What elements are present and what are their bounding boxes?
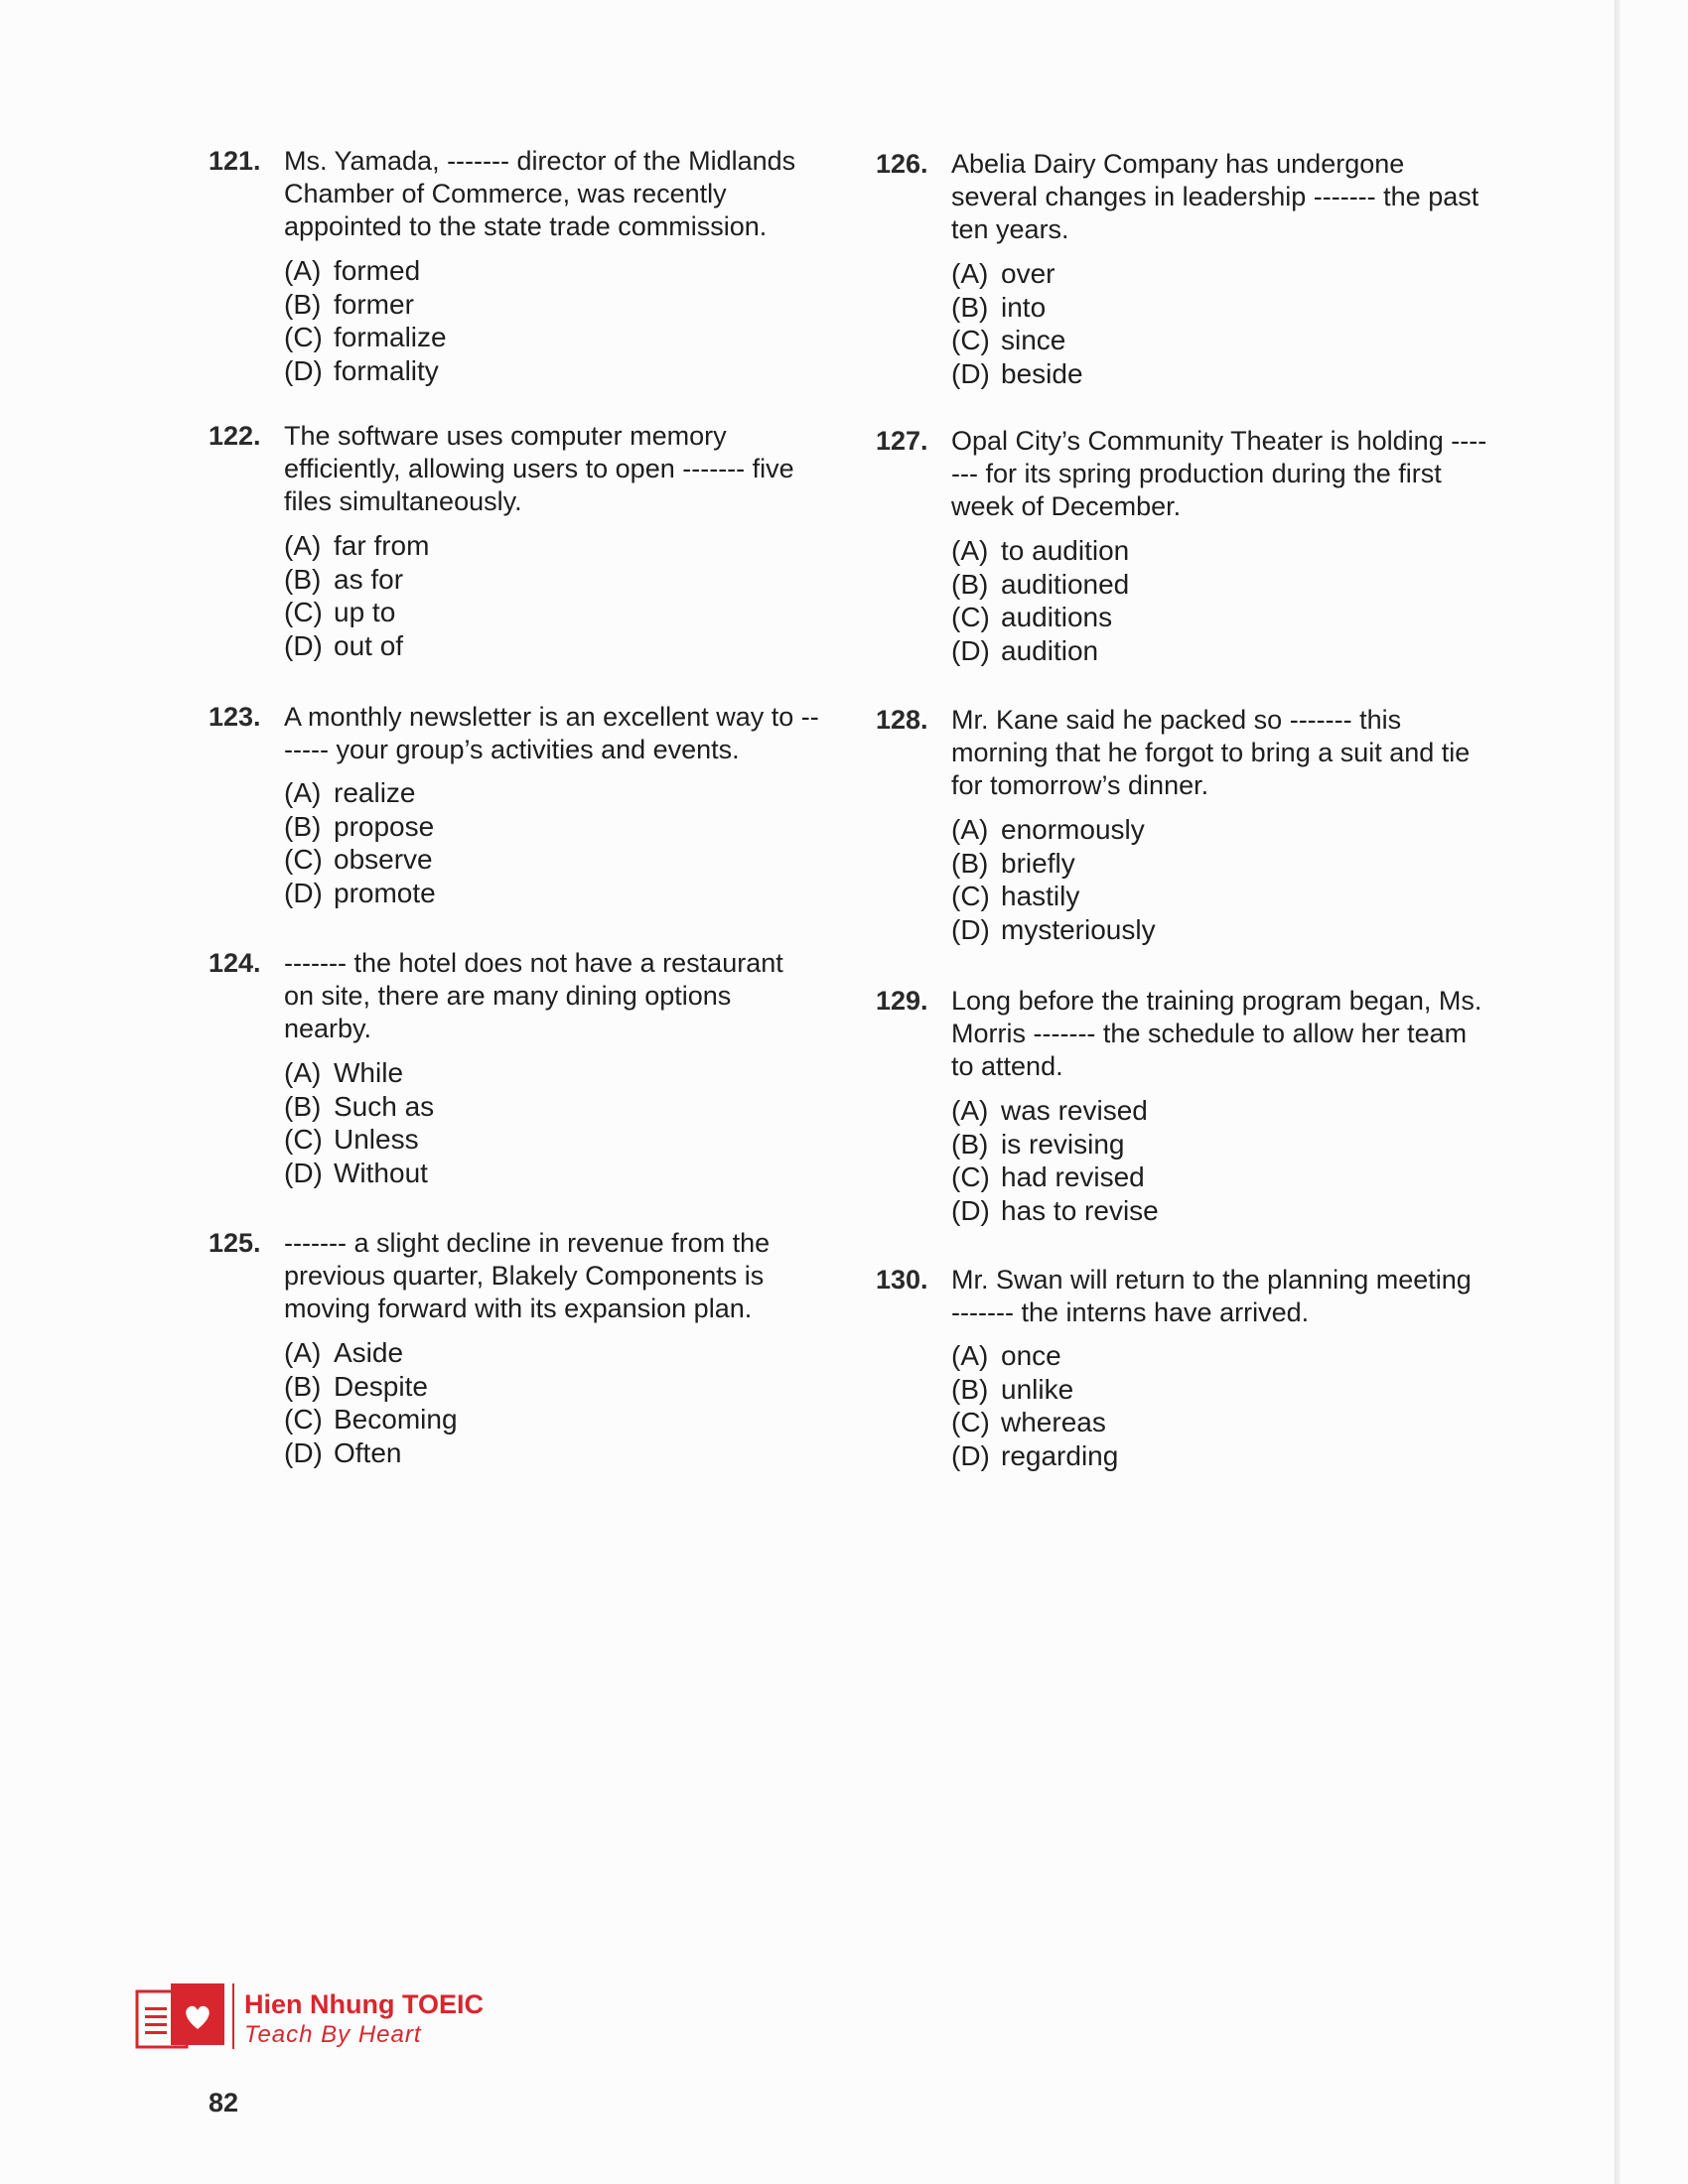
question-number: 121.: [209, 146, 261, 176]
question-stem: A monthly newsletter is an excellent way to ------- your group’s activities and events.: [284, 702, 819, 764]
option-letter: (A): [951, 535, 989, 566]
option-text: unlike: [1001, 1373, 1074, 1405]
answer-options: [951, 257, 1083, 390]
option-b[interactable]: [951, 847, 1156, 881]
option-a[interactable]: [284, 529, 429, 563]
option-letter: (C): [951, 1407, 990, 1437]
question-stem: ------- the hotel does not have a restaurant on site, there are many dining options nearby.: [284, 948, 783, 1043]
question-stem: Long before the training program began, Ms. Morris ------- the schedule to allow her team to attend.: [951, 986, 1482, 1081]
question-stem: Abelia Dairy Company has undergone several changes in leadership ------- the past ten years.: [951, 149, 1479, 244]
answer-options: [951, 813, 1156, 946]
option-c[interactable]: [951, 1160, 1159, 1194]
option-letter: (D): [951, 1439, 990, 1471]
option-text: up to: [334, 597, 396, 627]
option-d[interactable]: [951, 913, 1156, 947]
brand-tagline: Teach By Heart: [244, 2021, 422, 2048]
question-number: 124.: [209, 948, 261, 978]
option-b[interactable]: [951, 291, 1083, 325]
option-c[interactable]: [951, 1406, 1118, 1439]
question-number: 126.: [876, 149, 928, 179]
option-b[interactable]: [284, 810, 436, 844]
option-b[interactable]: [284, 1370, 458, 1404]
option-letter: (B): [284, 288, 322, 320]
option-letter: (B): [284, 1370, 322, 1402]
option-letter: (D): [284, 1157, 323, 1188]
option-letter: (B): [951, 1373, 989, 1405]
option-text: mysteriously: [1001, 913, 1156, 945]
option-letter: (C): [951, 881, 990, 911]
option-d[interactable]: [284, 354, 447, 388]
option-text: While: [334, 1057, 404, 1088]
option-letter: (A): [284, 255, 322, 286]
option-text: hastily: [1001, 881, 1080, 911]
option-letter: (B): [951, 1128, 989, 1160]
option-text: as for: [334, 563, 404, 595]
option-c[interactable]: [284, 843, 436, 877]
option-text: formalize: [334, 322, 447, 352]
question-number: 129.: [876, 986, 928, 1016]
option-text: is revising: [1001, 1128, 1125, 1160]
option-text: into: [1001, 291, 1047, 323]
option-a[interactable]: [951, 534, 1129, 568]
option-d[interactable]: [951, 1439, 1118, 1473]
option-a[interactable]: [284, 1056, 434, 1090]
option-c[interactable]: [284, 1403, 458, 1436]
option-letter: (A): [951, 1340, 989, 1371]
question-stem: Mr. Kane said he packed so ------- this morning that he forgot to bring a suit and tie for tomorrow’s dinner.: [951, 705, 1471, 800]
option-text: out of: [334, 629, 404, 661]
option-letter: (D): [951, 1194, 990, 1226]
option-a[interactable]: [951, 1339, 1118, 1373]
option-text: once: [1001, 1340, 1061, 1371]
option-b[interactable]: [951, 568, 1129, 602]
question-number: 127.: [876, 426, 928, 456]
option-text: Without: [334, 1157, 428, 1188]
option-d[interactable]: [951, 1194, 1159, 1228]
question-stem: Ms. Yamada, ------- director of the Midlands Chamber of Commerce, was recently appointed to the state trade commission.: [284, 146, 796, 241]
option-letter: (C): [951, 1161, 990, 1192]
option-letter: (D): [951, 634, 990, 666]
book-heart-icon: [135, 1981, 226, 2051]
option-text: Such as: [334, 1090, 435, 1122]
logo-divider: [232, 1983, 234, 2049]
question-stem: Mr. Swan will return to the planning meeting ------- the interns have arrived.: [951, 1265, 1472, 1327]
option-letter: (C): [284, 597, 323, 627]
option-text: briefly: [1001, 847, 1075, 879]
option-c[interactable]: [284, 1123, 434, 1157]
option-text: since: [1001, 325, 1066, 355]
option-text: over: [1001, 258, 1055, 289]
option-c[interactable]: [951, 601, 1129, 634]
option-text: beside: [1001, 357, 1083, 389]
option-letter: (A): [284, 530, 322, 561]
option-letter: (D): [951, 913, 990, 945]
option-text: Often: [334, 1436, 402, 1468]
option-text: realize: [334, 777, 416, 808]
option-text: formality: [334, 354, 439, 386]
option-letter: (C): [284, 1404, 323, 1434]
option-letter: (A): [284, 777, 322, 808]
option-c[interactable]: [284, 596, 429, 629]
option-letter: (A): [951, 1095, 989, 1126]
option-d[interactable]: [951, 357, 1083, 391]
option-text: Despite: [334, 1370, 428, 1402]
option-b[interactable]: [951, 1373, 1118, 1407]
question-stem: The software uses computer memory efficiently, allowing users to open ------- five files simultaneously.: [284, 421, 794, 516]
page-number: 82: [209, 2088, 239, 2117]
answer-options: [284, 776, 436, 909]
page-edge-shadow: [1615, 0, 1620, 2184]
option-d[interactable]: [284, 629, 429, 663]
question-number: 128.: [876, 705, 928, 735]
option-letter: (B): [284, 1090, 322, 1122]
option-a[interactable]: [284, 776, 436, 810]
option-c[interactable]: [951, 880, 1156, 913]
option-letter: (B): [284, 810, 322, 842]
question-number: 125.: [209, 1228, 261, 1258]
option-letter: (D): [284, 877, 323, 908]
option-a[interactable]: [951, 813, 1156, 847]
option-letter: (C): [284, 1124, 323, 1155]
option-text: former: [334, 288, 414, 320]
option-text: propose: [334, 810, 435, 842]
option-text: far from: [334, 530, 430, 561]
option-a[interactable]: [951, 1094, 1159, 1128]
question-number: 130.: [876, 1265, 928, 1295]
option-c[interactable]: [284, 321, 447, 354]
option-text: promote: [334, 877, 436, 908]
answer-options: [951, 534, 1129, 667]
option-letter: (A): [951, 814, 989, 845]
answer-options: [284, 254, 447, 387]
option-letter: (C): [951, 602, 990, 632]
option-a[interactable]: [284, 254, 447, 288]
answer-options: [284, 529, 429, 662]
option-letter: (B): [284, 563, 322, 595]
option-text: Becoming: [334, 1404, 458, 1434]
option-letter: (C): [284, 322, 323, 352]
answer-options: [284, 1056, 434, 1189]
option-b[interactable]: [284, 563, 429, 597]
option-letter: (A): [284, 1057, 322, 1088]
option-text: enormously: [1001, 814, 1145, 845]
option-a[interactable]: [951, 257, 1083, 291]
option-text: auditioned: [1001, 568, 1130, 600]
option-letter: (D): [284, 629, 323, 661]
option-text: Aside: [334, 1337, 404, 1368]
option-letter: (A): [951, 258, 989, 289]
option-text: has to revise: [1001, 1194, 1159, 1226]
answer-options: [951, 1339, 1118, 1472]
question-number: 123.: [209, 702, 261, 732]
option-text: Unless: [334, 1124, 419, 1155]
brand-name: Hien Nhung TOEIC: [244, 1989, 484, 2019]
option-b[interactable]: [284, 288, 447, 322]
question-stem: Opal City’s Community Theater is holding ------- for its spring production during the first week of December.: [951, 426, 1487, 521]
option-text: audition: [1001, 634, 1099, 666]
question-number: 122.: [209, 421, 261, 451]
option-letter: (C): [951, 325, 990, 355]
option-text: whereas: [1001, 1407, 1106, 1437]
option-letter: (D): [284, 354, 323, 386]
option-d[interactable]: [284, 1157, 434, 1190]
option-b[interactable]: [284, 1090, 434, 1124]
option-text: observe: [334, 844, 433, 875]
option-text: auditions: [1001, 602, 1113, 632]
option-text: formed: [334, 255, 421, 286]
option-text: regarding: [1001, 1439, 1119, 1471]
option-d[interactable]: [951, 634, 1129, 668]
option-letter: (B): [951, 847, 989, 879]
option-d[interactable]: [284, 1436, 458, 1470]
option-letter: (D): [284, 1436, 323, 1468]
option-letter: (B): [951, 568, 989, 600]
option-letter: (D): [951, 357, 990, 389]
option-letter: (B): [951, 291, 989, 323]
option-b[interactable]: [951, 1128, 1159, 1161]
option-text: to audition: [1001, 535, 1130, 566]
option-d[interactable]: [284, 877, 436, 910]
option-c[interactable]: [951, 324, 1083, 357]
option-text: was revised: [1001, 1095, 1148, 1126]
answer-options: [284, 1336, 458, 1469]
option-text: had revised: [1001, 1161, 1145, 1192]
answer-options: [951, 1094, 1159, 1227]
option-a[interactable]: [284, 1336, 458, 1370]
brand-logo: [135, 1981, 532, 2051]
option-letter: (C): [284, 844, 323, 875]
question-stem: ------- a slight decline in revenue from the previous quarter, Blakely Components is moving forward with its expansion plan.: [284, 1228, 771, 1323]
option-letter: (A): [284, 1337, 322, 1368]
